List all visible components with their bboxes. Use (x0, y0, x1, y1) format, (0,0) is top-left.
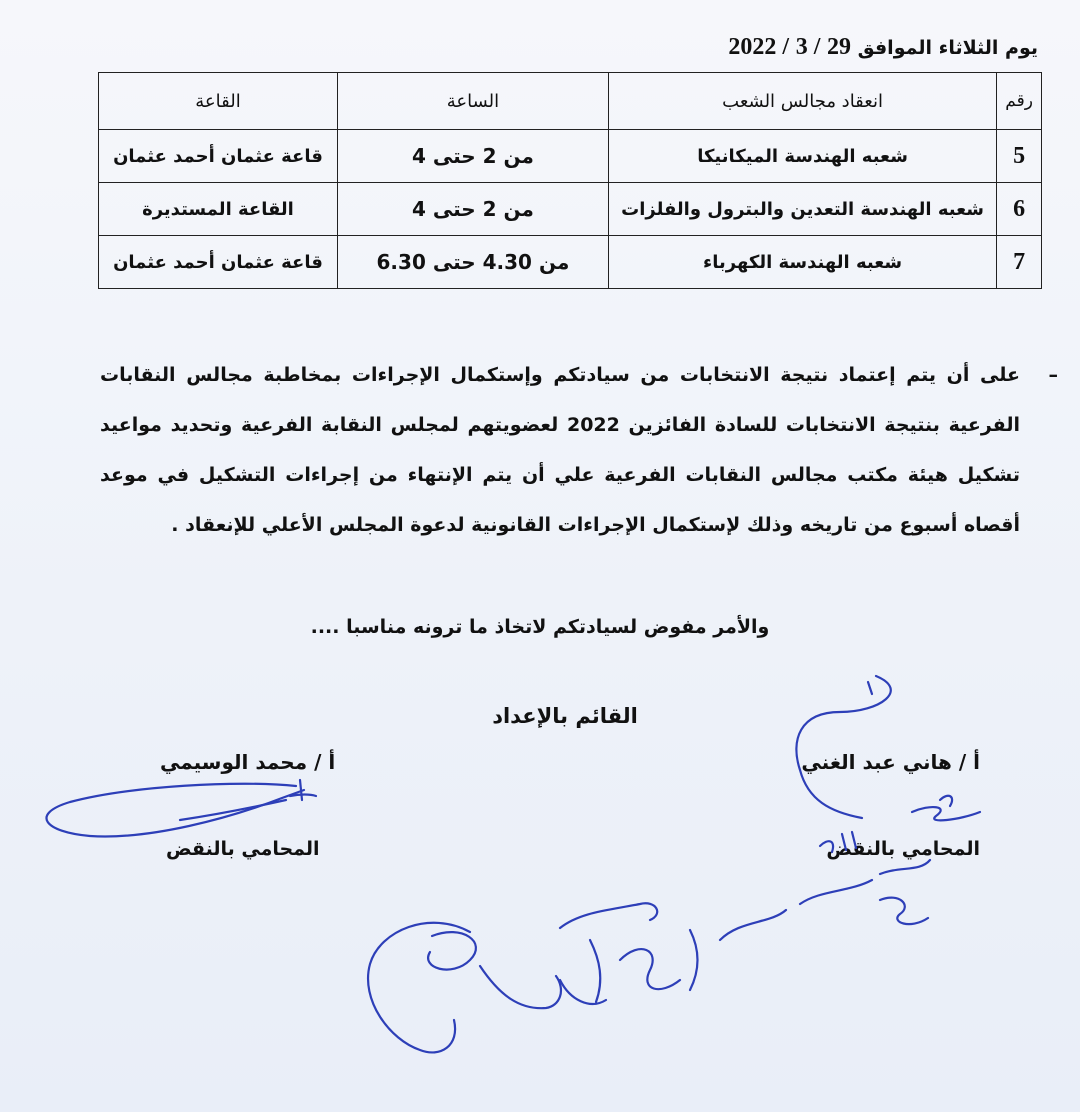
left-signatory-title: المحامي بالنقض (166, 838, 320, 860)
header-time: الساعة (337, 73, 608, 130)
right-signature-mark (796, 676, 890, 818)
date-year: 2022 (728, 34, 777, 60)
left-signatory-name: أ / محمد الوسيمي (160, 750, 336, 774)
date-month: 3 (795, 34, 808, 60)
schedule-table (98, 72, 1042, 289)
right-signatory-name: أ / هاني عبد الغني (801, 750, 980, 774)
date-prefix: يوم الثلاثاء الموافق (857, 37, 1038, 59)
closing-line: والأمر مفوض لسيادتكم لاتخاذ ما ترونه مناسبا .... (310, 616, 770, 638)
row-num: 5 (997, 130, 1042, 183)
body-paragraph: على أن يتم إعتماد نتيجة الانتخابات من سيادتكم وإستكمال الإجراءات بمخاطبة مجالس النقابات الفرعية بنتيجة الانتخابات للسادة الفائزين 2022 لعضويتهم لمجلس النقابة الفرعية وتحديد مواعيد تشكيل هيئة مكتب مجالس النقابات الفرعية علي أن يتم الإنتهاء من إجراءات التشكيل في موعد أقصاه أسبوع من تاريخه وذلك لإستكمال الإجراءات القانونية لدعوة المجلس الأعلي للإنعقاد . (100, 364, 1020, 536)
header-division: انعقاد مجالس الشعب (608, 73, 996, 130)
row-division: شعبه الهندسة الميكانيكا (608, 130, 996, 183)
preparer-title: القائم بالإعداد (492, 704, 638, 728)
left-signature-cross (290, 780, 316, 800)
approval-curl (428, 932, 476, 969)
row-hall: قاعة عثمان أحمد عثمان (99, 236, 338, 289)
body-paragraph-block (100, 350, 1058, 550)
date-day: 29 (826, 34, 851, 60)
row-time: من 2 حتى 4 (337, 130, 608, 183)
row-num: 6 (997, 183, 1042, 236)
row-time: من 4.30 حتى 6.30 (337, 236, 608, 289)
approval-loop (368, 923, 470, 1053)
left-signature-mark (47, 784, 304, 837)
approval-stroke-2 (560, 940, 606, 1004)
approval-stroke-3 (620, 930, 698, 990)
bullet-dash: – (1048, 364, 1058, 386)
table-row (99, 183, 1042, 236)
header-hall: القاعة (99, 73, 338, 130)
row-hall: القاعة المستديرة (99, 183, 338, 236)
approval-stroke-6 (880, 898, 928, 925)
row-num: 7 (997, 236, 1042, 289)
left-signature-trail (180, 800, 286, 820)
row-hall: قاعة عثمان أحمد عثمان (99, 130, 338, 183)
row-division: شعبه الهندسة الكهرباء (608, 236, 996, 289)
row-division: شعبه الهندسة التعدين والبترول والفلزات (608, 183, 996, 236)
table-row (99, 236, 1042, 289)
approval-stroke-4 (720, 860, 930, 940)
date-line: يوم الثلاثاء الموافق 29 / 3 / 2022 (728, 34, 1038, 60)
right-signature-tick (868, 682, 872, 694)
table-row (99, 130, 1042, 183)
approval-stroke-5 (560, 903, 657, 928)
approval-stroke-1 (480, 966, 561, 1008)
header-num: رقم (997, 73, 1042, 130)
right-signature-scribble (912, 796, 980, 821)
row-time: من 2 حتى 4 (337, 183, 608, 236)
table-header-row (99, 73, 1042, 130)
right-signatory-title: المحامي بالنقض (826, 838, 980, 860)
